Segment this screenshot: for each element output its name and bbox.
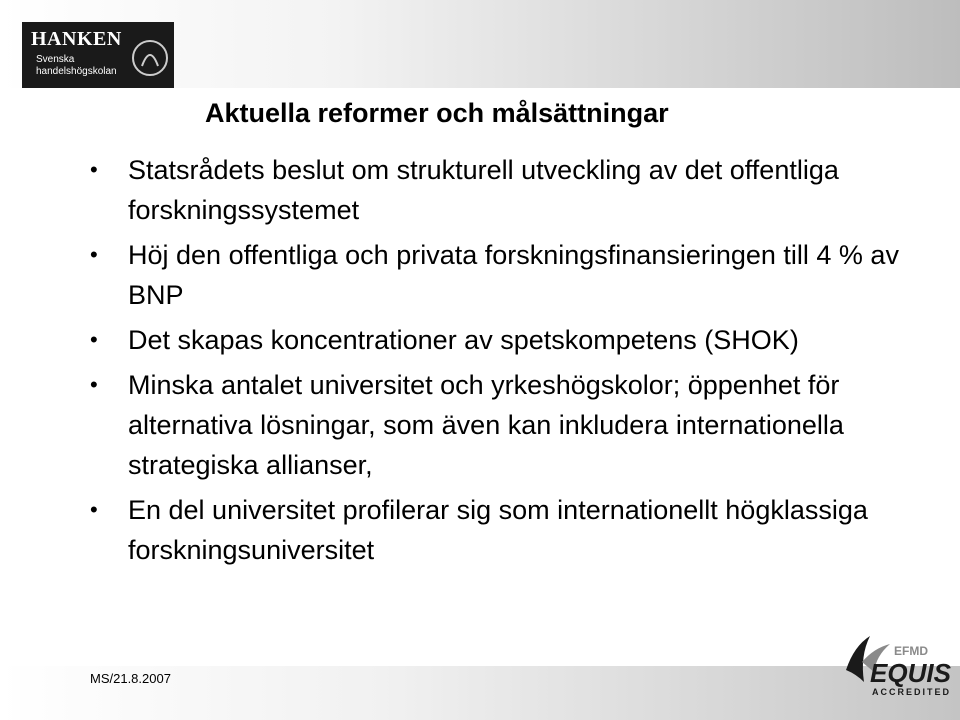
equis-label: EQUIS <box>870 658 951 688</box>
efmd-label: EFMD <box>894 644 928 658</box>
bullet-icon: • <box>90 242 98 267</box>
footer-reference: MS/21.8.2007 <box>90 671 171 686</box>
bullet-text: Det skapas koncentrationer av spetskompetens (SHOK) <box>128 325 799 355</box>
bullet-text: Höj den offentliga och privata forskningsfinansieringen till 4 % av BNP <box>128 240 899 310</box>
bullet-icon: • <box>90 157 98 182</box>
bullet-item <box>90 150 940 230</box>
equis-logo <box>840 630 952 698</box>
bullet-item <box>90 365 940 485</box>
bullet-text: Minska antalet universitet och yrkeshögskolor; öppenhet för alternativa lösningar, som även kan inkludera internationella strategiska allianser, <box>128 370 844 480</box>
bullet-icon: • <box>90 372 98 397</box>
hanken-logo <box>22 22 174 88</box>
bullet-icon: • <box>90 327 98 352</box>
bullet-list <box>90 150 940 575</box>
bullet-item <box>90 490 940 570</box>
accredited-label: ACCREDITED <box>872 687 952 697</box>
bullet-icon: • <box>90 497 98 522</box>
logo-name: HANKEN <box>31 28 122 50</box>
bullet-text: En del universitet profilerar sig som internationellt högklassiga forskningsuniversitet <box>128 495 868 565</box>
logo-line-2: handelshögskolan <box>36 66 117 77</box>
logo-line-1: Svenska <box>36 54 75 65</box>
bullet-text: Statsrådets beslut om strukturell utveckling av det offentliga forskningssystemet <box>128 155 839 225</box>
bullet-item <box>90 235 940 315</box>
slide-title: Aktuella reformer och målsättningar <box>205 98 669 128</box>
bullet-item <box>90 320 940 360</box>
seal-icon <box>130 30 170 86</box>
